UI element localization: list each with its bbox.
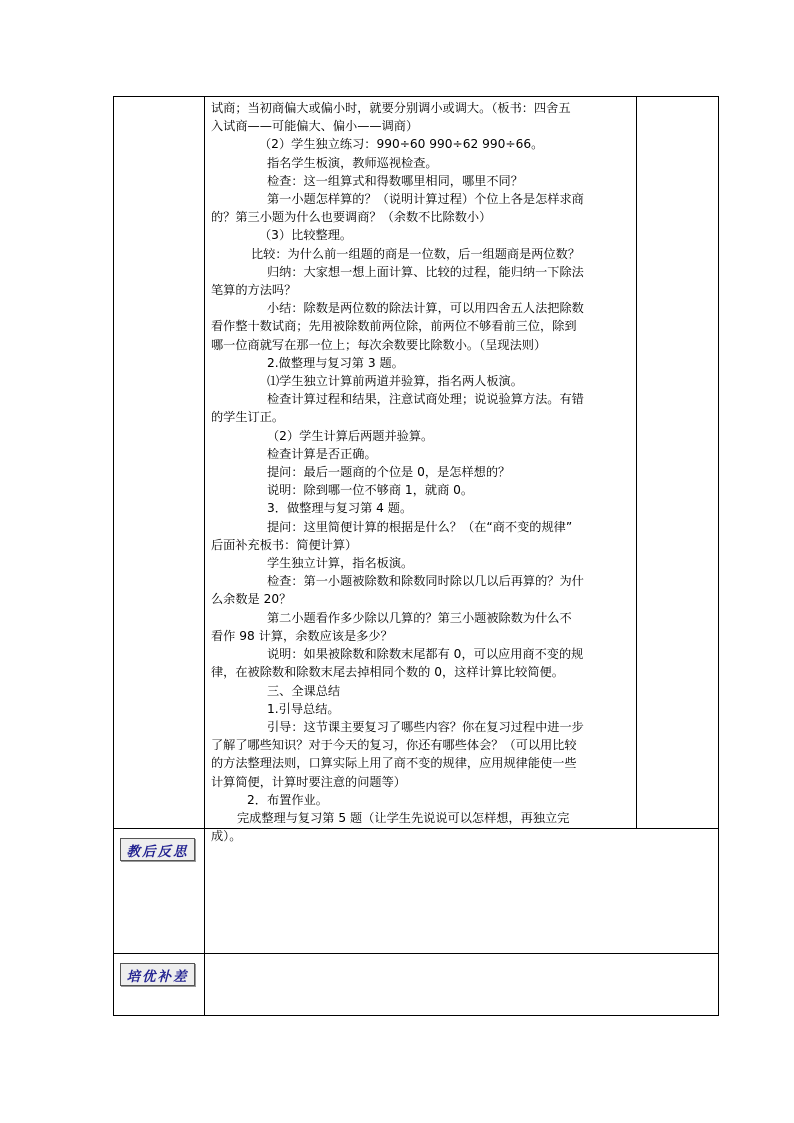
reflection-label: 教后反思 [120, 838, 195, 861]
text-line: 完成整理与复习第 5 题（让学生先说说可以怎样想，再独立完 [237, 810, 570, 825]
text-line: （2）学生独立练习：990÷60 990÷62 990÷66。 [259, 137, 544, 152]
text-line: 第二小题看作多少除以几算的？第三小题被除数为什么不 [267, 610, 572, 625]
text-line: 说明：除到哪一位不够商 1，就商 0。 [267, 483, 474, 498]
text-line: 检查计算过程和结果，注意试商处理；说说验算方法。有错 [267, 392, 584, 407]
text-line: 提问：这里简便计算的根据是什么？（在“商不变的规律” [267, 519, 573, 534]
text-line: 看作整十数试商；先用被除数前两位除，前两位不够看前三位，除到 [211, 319, 577, 334]
text-line: 提问：最后一题商的个位是 0，是怎样想的？ [267, 465, 511, 480]
enrichment-label: 培优补差 [120, 963, 195, 986]
text-line: 哪一位商就写在那一位上；每次余数要比除数小。（呈现法则） [211, 337, 547, 352]
table-column-divider-left [204, 96, 205, 1016]
text-line: 试商；当初商偏大或偏小时，就要分别调小或调大。（板书：四舍五 [211, 101, 571, 115]
text-line: 么余数是 20？ [211, 592, 292, 607]
text-line: 看作 98 计算，余数应该是多少？ [211, 628, 393, 643]
text-line: 说明：如果被除数和除数末尾都有 0，可以应用商不变的规 [267, 647, 584, 662]
text-line: 2.做整理与复习第 3 题。 [267, 355, 404, 370]
text-line: （2）学生计算后两题并验算。 [267, 428, 434, 443]
text-line: 的学生订正。 [211, 410, 285, 425]
text-line: 笔算的方法吗？ [211, 283, 297, 298]
text-line: 小结：除数是两位数的除法计算，可以用四舍五人法把除数 [267, 301, 584, 316]
text-line: 学生独立计算，指名板演。 [267, 556, 414, 571]
table-column-divider-right [636, 96, 637, 828]
text-line: ⑴学生独立计算前两道并验算，指名两人板演。 [267, 374, 523, 389]
text-line: 入试商——可能偏大、偏小——调商） [211, 119, 419, 134]
text-line: 律，在被除数和除数末尾去掉相同个数的 0，这样计算比较简便。 [211, 665, 564, 680]
text-line: 归纳：大家想一想上面计算、比较的过程，能归纳一下除法 [267, 264, 584, 279]
text-line: 的方法整理法则，口算实际上用了商不变的规律，应用规律能使一些 [211, 756, 577, 771]
text-line: 检查：第一小题被除数和除数同时除以几以后再算的？为什 [267, 574, 584, 589]
text-line: 引导：这节课主要复习了哪些内容？你在复习过程中进一步 [267, 719, 584, 734]
text-line: （3）比较整理。 [259, 228, 353, 243]
text-line: 第一小题怎样算的？（说明计算过程）个位上各是怎样求商 [267, 192, 584, 207]
text-line: 后面补充板书：简便计算） [211, 537, 358, 552]
text-line: 成）。 [211, 829, 242, 844]
text-line: 检查计算是否正确。 [267, 446, 377, 461]
text-line: 的？第三小题为什么也要调商？（余数不比除数小） [211, 210, 492, 225]
text-line: 检查：这一组算式和得数哪里相同，哪里不同？ [267, 173, 523, 188]
table-row-divider-2 [113, 953, 719, 954]
lesson-process-text [211, 99, 633, 845]
text-line: 2．布置作业。 [247, 792, 328, 807]
text-line: 1.引导总结。 [267, 701, 340, 716]
text-line: 指名学生板演，教师巡视检查。 [267, 155, 438, 170]
text-line: 三、全课总结 [267, 683, 341, 698]
text-line: 计算简便，计算时要注意的问题等） [211, 774, 406, 789]
text-line: 了解了哪些知识？对于今天的复习，你还有哪些体会？（可以用比较 [211, 738, 577, 753]
text-line: 3．做整理与复习第 4 题。 [267, 501, 413, 516]
text-line: 比较：为什么前一组题的商是一位数，后一组题商是两位数？ [251, 246, 581, 261]
